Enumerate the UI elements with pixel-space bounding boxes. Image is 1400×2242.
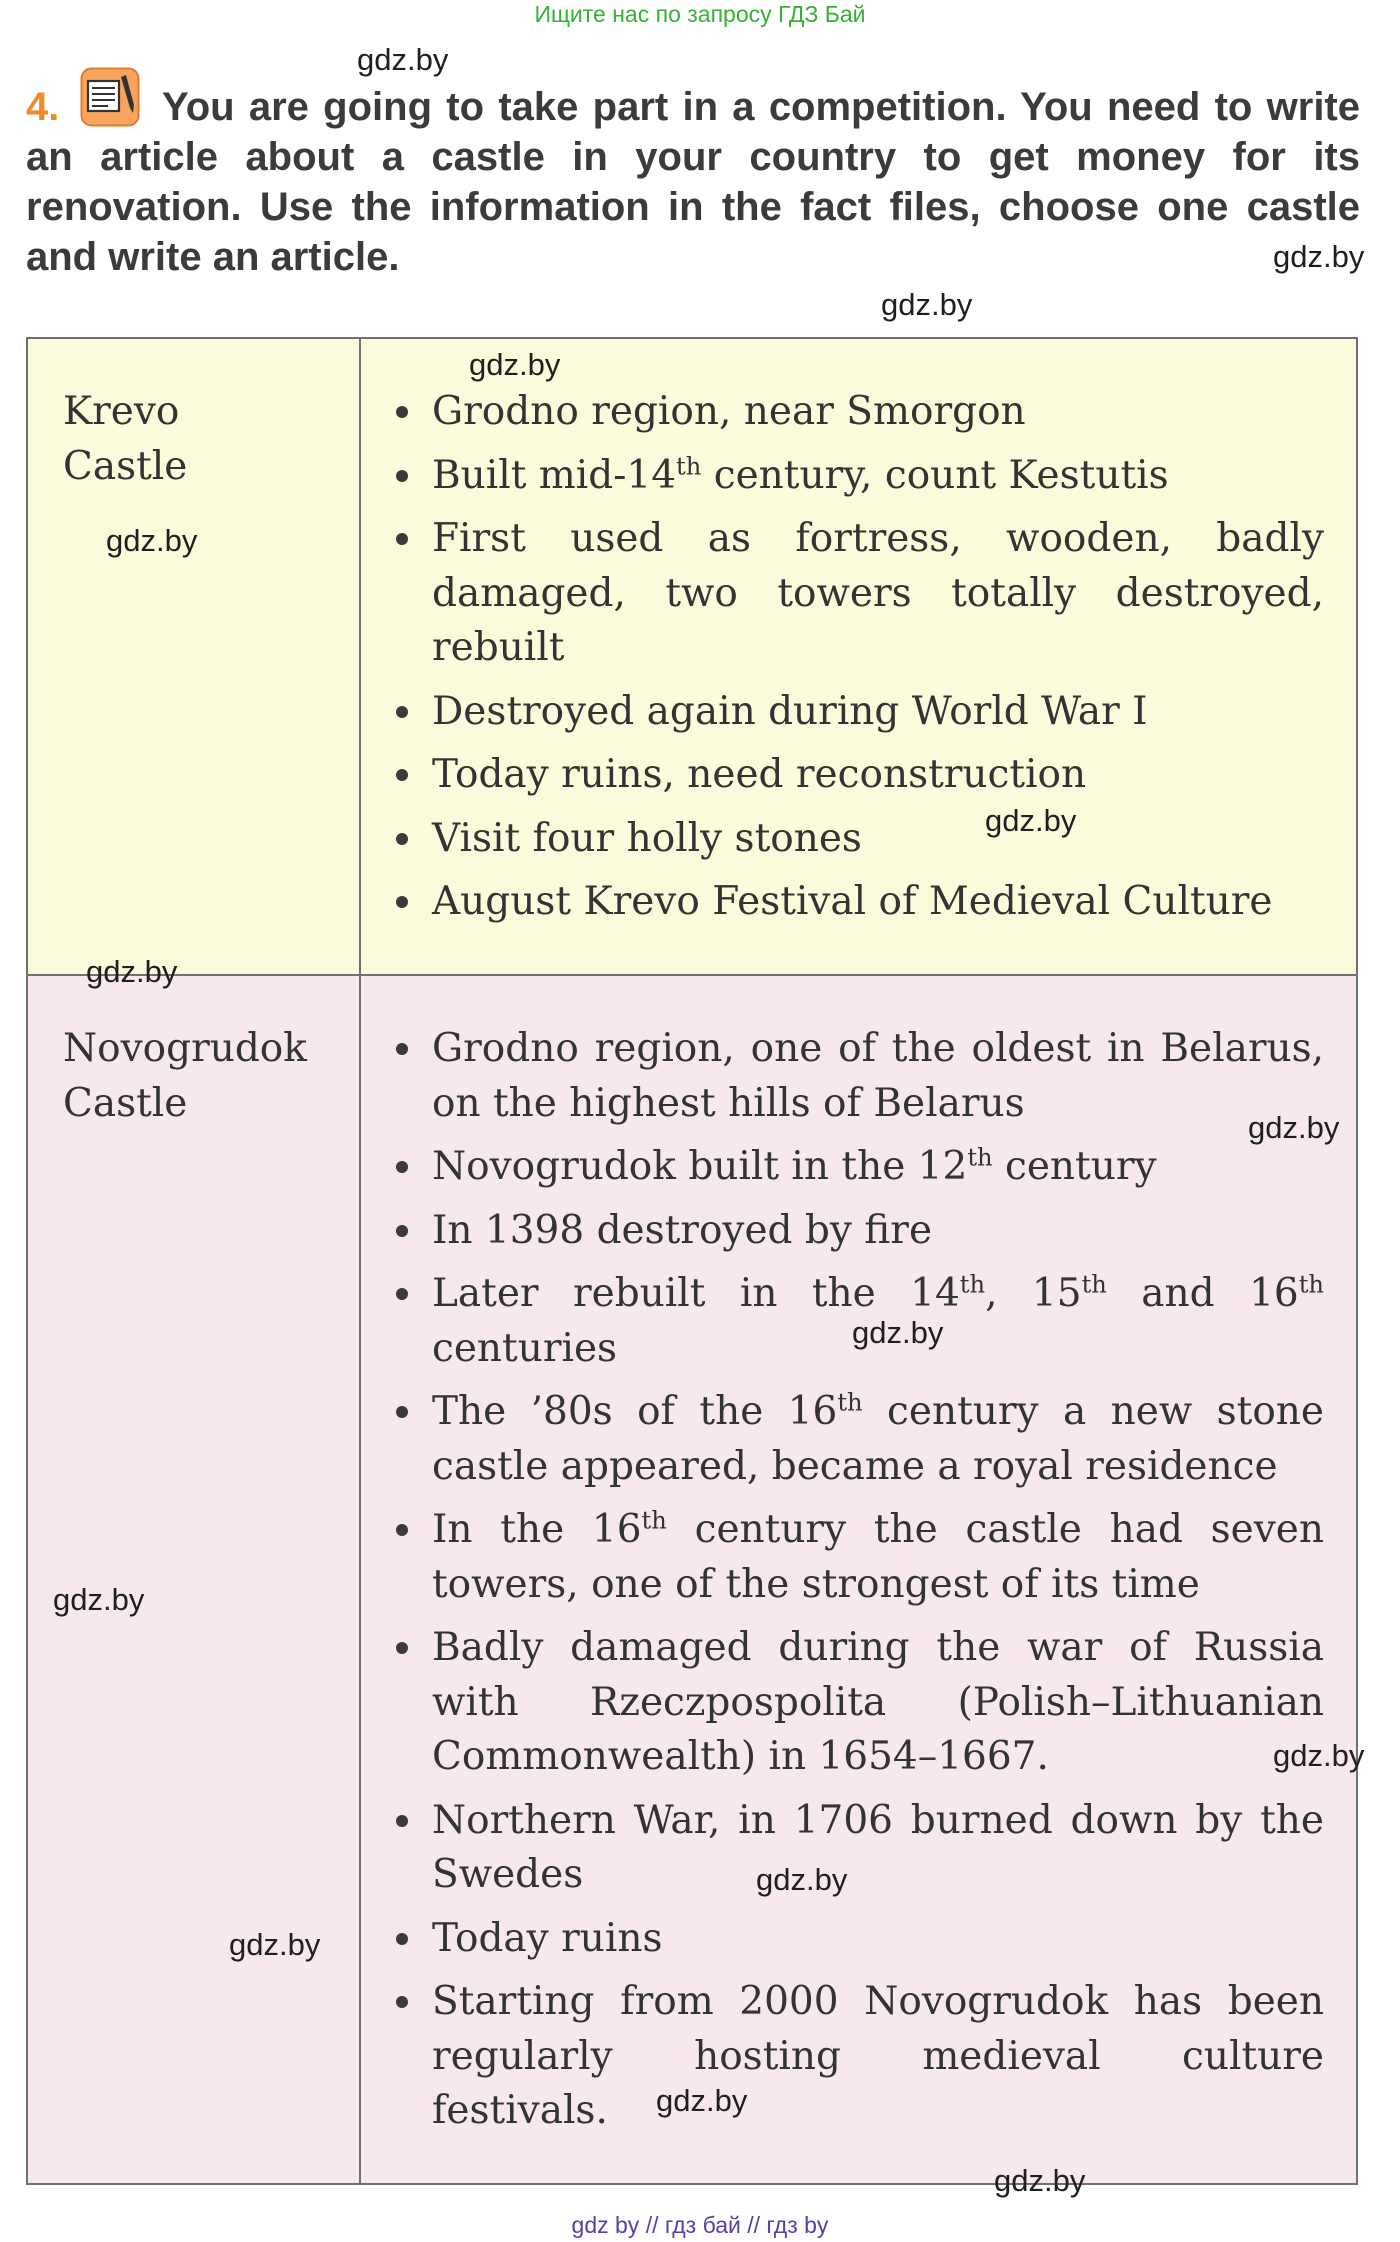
fact-line <box>432 1022 1324 1077</box>
task-number: 4. <box>26 85 60 129</box>
fact-item <box>432 748 1324 803</box>
ordinal-suffix: th <box>1081 1270 1107 1299</box>
fact-text: on the highest hills of Belarus <box>432 1080 1025 1126</box>
fact-line <box>432 1621 1324 1676</box>
fact-line <box>432 685 1324 740</box>
watermark: gdz.by <box>852 1315 944 1350</box>
fact-line <box>432 1140 1324 1195</box>
fact-line <box>432 385 1324 440</box>
fact-cell <box>359 976 1356 2183</box>
fact-item <box>432 1621 1324 1785</box>
watermark: gdz.by <box>229 1927 321 1962</box>
fact-text: Today ruins, need reconstruction <box>432 752 1087 797</box>
bullet-icon <box>396 1815 408 1827</box>
fact-text: Visit four holly stones <box>432 815 862 861</box>
fact-line <box>432 875 1324 930</box>
task-instruction-line: and write an article. <box>26 235 400 279</box>
task-instruction-line: You are going to take part in a competition. You need to write <box>162 85 1360 129</box>
fact-line <box>432 1558 1324 1613</box>
fact-text: Commonwealth) in 1654–1667. <box>432 1734 1049 1779</box>
watermark: gdz.by <box>881 287 973 322</box>
fact-line <box>432 1385 1324 1440</box>
fact-text: castle appeared, became a royal residence <box>432 1443 1278 1489</box>
fact-line <box>432 1975 1324 2030</box>
fact-table <box>26 337 1358 2185</box>
footer-links-text: gdz by // гдз бай // гдз by <box>571 2212 829 2238</box>
fact-line <box>432 1503 1324 1558</box>
bullet-icon <box>396 896 408 908</box>
fact-line <box>432 2030 1324 2085</box>
fact-text: Built mid-14 <box>432 452 677 498</box>
fact-line <box>432 748 1324 803</box>
watermark: gdz.by <box>357 42 449 77</box>
fact-item <box>432 1022 1324 1131</box>
fact-text: Badly damaged during the war of Russia <box>432 1625 1324 1670</box>
bullet-icon <box>396 1288 408 1300</box>
ordinal-suffix: th <box>1298 1270 1324 1299</box>
bullet-icon <box>396 1996 408 2008</box>
fact-line <box>432 1730 1324 1785</box>
notebook-pencil-icon <box>80 67 140 127</box>
fact-text: The ’80s of the 16 <box>432 1389 838 1434</box>
fact-item <box>432 1794 1324 1903</box>
bullet-icon <box>396 769 408 781</box>
watermark: gdz.by <box>469 347 561 382</box>
fact-line <box>432 1204 1324 1259</box>
fact-text: Swedes <box>432 1852 584 1897</box>
fact-text: First used as fortress, wooden, badly <box>432 516 1324 561</box>
fact-line <box>432 1912 1324 1967</box>
fact-item <box>432 1140 1324 1195</box>
bullet-icon <box>396 1642 408 1654</box>
fact-item <box>432 1912 1324 1967</box>
ordinal-suffix: th <box>959 1270 986 1299</box>
bullet-icon <box>396 706 408 718</box>
fact-item <box>432 685 1324 740</box>
watermark: gdz.by <box>756 1862 848 1897</box>
ordinal-suffix: th <box>967 1143 993 1172</box>
fact-text: August Krevo Festival of Medieval Culture <box>432 879 1273 924</box>
fact-text: and 16 <box>1106 1271 1299 1316</box>
bullet-icon <box>396 470 408 482</box>
fact-text: regularly hosting medieval culture <box>432 2033 1324 2079</box>
watermark: gdz.by <box>994 2163 1086 2198</box>
ordinal-suffix: th <box>641 1506 667 1535</box>
fact-item <box>432 1204 1324 1259</box>
bullet-icon <box>396 1161 408 1173</box>
fact-text: Starting from 2000 Novogrudok has been <box>432 1979 1324 2024</box>
fact-text: Novogrudok built in the 12 <box>432 1144 968 1189</box>
watermark: gdz.by <box>985 803 1077 838</box>
watermark: gdz.by <box>86 954 178 989</box>
fact-line <box>432 1267 1324 1322</box>
fact-item <box>432 1385 1324 1494</box>
fact-file-row <box>28 974 1356 2183</box>
fact-text: rebuilt <box>432 625 565 670</box>
fact-text: century <box>992 1144 1157 1189</box>
fact-text: damaged, two towers totally destroyed, <box>432 570 1324 616</box>
fact-item <box>432 875 1324 930</box>
fact-line <box>432 512 1324 567</box>
fact-item <box>432 449 1324 504</box>
fact-line <box>432 567 1324 622</box>
watermark: gdz.by <box>53 1582 145 1617</box>
fact-item <box>432 812 1324 867</box>
ordinal-suffix: th <box>676 452 702 481</box>
watermark: gdz.by <box>1248 1110 1340 1145</box>
fact-text: century a new stone <box>862 1389 1324 1434</box>
fact-text: festivals. <box>432 2088 608 2133</box>
fact-item <box>432 1503 1324 1612</box>
fact-text: , 15 <box>985 1271 1082 1316</box>
bullet-icon <box>396 406 408 418</box>
fact-line <box>432 621 1324 676</box>
task-instruction-line: renovation. Use the information in the fact files, choose one castle <box>26 185 1360 229</box>
fact-cell <box>359 339 1356 974</box>
fact-list <box>432 1022 1324 2139</box>
fact-line <box>432 449 1324 504</box>
fact-file-row <box>28 339 1356 974</box>
fact-text: Northern War, in 1706 burned down by the <box>432 1797 1324 1843</box>
fact-text: Grodno region, one of the oldest in Belarus, <box>432 1026 1324 1071</box>
castle-name: Novogrudok Castle <box>63 1026 307 1126</box>
fact-item <box>432 512 1324 676</box>
ordinal-suffix: th <box>837 1388 863 1417</box>
fact-text: Today ruins <box>432 1915 663 1961</box>
task-instruction-line: an article about a castle in your country to get money for its <box>26 135 1360 179</box>
bullet-icon <box>396 533 408 545</box>
castle-name: Krevo Castle <box>63 389 188 489</box>
fact-text: towers, one of the strongest of its time <box>432 1561 1200 1607</box>
bullet-icon <box>396 833 408 845</box>
fact-list <box>432 385 1324 930</box>
watermark: gdz.by <box>106 523 198 558</box>
bullet-icon <box>396 1524 408 1536</box>
bullet-icon <box>396 1933 408 1945</box>
fact-line <box>432 2084 1324 2139</box>
bullet-icon <box>396 1043 408 1055</box>
search-hint-banner: Ищите нас по запросу ГДЗ Бай <box>534 1 866 27</box>
fact-item <box>432 1975 1324 2139</box>
bullet-icon <box>396 1406 408 1418</box>
fact-text: In the 16 <box>432 1507 642 1552</box>
fact-text: Destroyed again during World War I <box>432 688 1148 734</box>
fact-text: century, count Kestutis <box>701 452 1169 498</box>
watermark: gdz.by <box>1273 1738 1365 1773</box>
fact-text: with Rzeczpospolita (Polish–Lithuanian <box>432 1679 1324 1725</box>
watermark: gdz.by <box>1273 239 1365 274</box>
castle-name-cell <box>28 976 359 2183</box>
watermark: gdz.by <box>656 2083 748 2118</box>
fact-line <box>432 1676 1324 1731</box>
fact-text: In 1398 destroyed by fire <box>432 1207 933 1253</box>
fact-item <box>432 385 1324 440</box>
fact-text: Later rebuilt in the 14 <box>432 1271 960 1316</box>
bullet-icon <box>396 1225 408 1237</box>
fact-line <box>432 1794 1324 1849</box>
fact-line <box>432 1848 1324 1903</box>
fact-line <box>432 812 1324 867</box>
fact-line <box>432 1077 1324 1132</box>
fact-text: centuries <box>432 1325 618 1371</box>
fact-text: Grodno region, near Smorgon <box>432 389 1026 434</box>
fact-line <box>432 1440 1324 1495</box>
fact-text: century the castle had seven <box>666 1507 1324 1552</box>
castle-name-cell <box>28 339 359 974</box>
